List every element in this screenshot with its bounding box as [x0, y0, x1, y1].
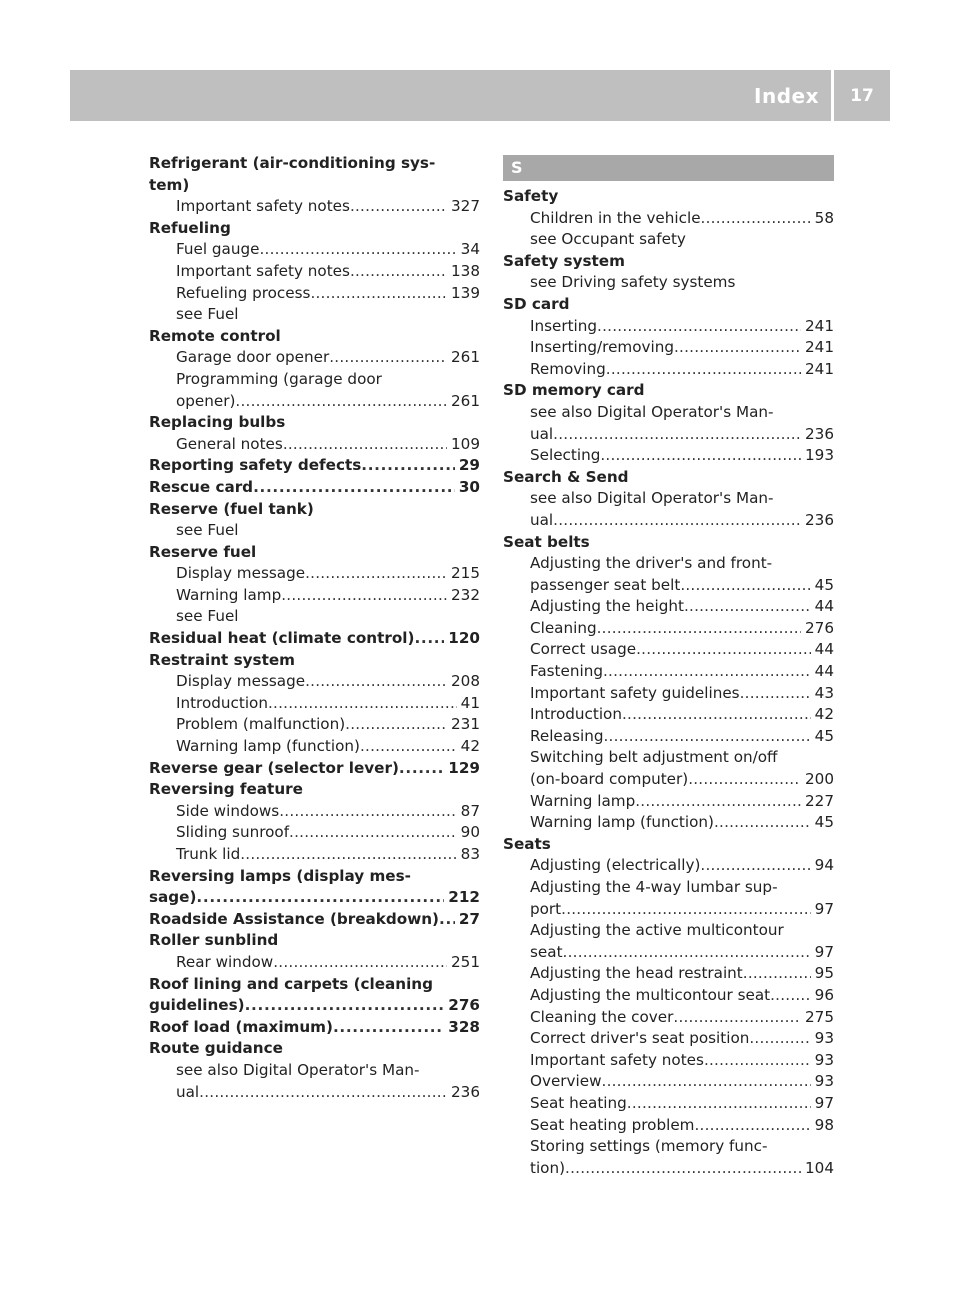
entry-text: Adjusting the driver's and front- — [530, 554, 773, 573]
page-reference: 97 — [814, 899, 834, 918]
page-reference: 42 — [460, 737, 480, 756]
entry-text: see also Digital Operator's Man- — [530, 489, 774, 508]
index-subentry — [503, 553, 834, 575]
dot-leader — [684, 596, 811, 618]
entry-text: see Driving safety systems — [530, 273, 736, 292]
index-subentry — [503, 208, 834, 230]
entry-text: Refueling — [149, 218, 231, 237]
index-subentry — [149, 563, 480, 585]
dot-leader — [597, 316, 801, 338]
page-reference: 327 — [451, 197, 480, 216]
index-subentry — [149, 606, 480, 628]
page-reference: 42 — [814, 705, 834, 724]
page-reference: 275 — [805, 1007, 834, 1026]
index-entry — [149, 995, 480, 1017]
dot-leader — [770, 985, 811, 1007]
entry-text: see Fuel — [176, 305, 239, 324]
page-header — [70, 70, 890, 121]
index-entry — [149, 477, 480, 499]
index-subentry — [149, 304, 480, 326]
page-reference: 58 — [814, 208, 834, 227]
page-reference: 193 — [805, 446, 834, 465]
entry-text: Rescue card — [149, 477, 254, 496]
entry-text: Restraint system — [149, 650, 295, 669]
page-reference: 261 — [451, 348, 480, 367]
index-entry — [503, 251, 834, 273]
index-entry — [503, 467, 834, 489]
dot-leader — [253, 477, 455, 499]
dot-leader — [305, 671, 447, 693]
entry-text: Programming (garage door — [176, 369, 382, 388]
index-subentry — [503, 985, 834, 1007]
dot-leader — [627, 1093, 811, 1115]
entry-text: Roller sunblind — [149, 931, 279, 950]
dot-leader — [350, 196, 447, 218]
page-reference: 231 — [451, 715, 480, 734]
index-entry — [503, 380, 834, 402]
index-entry — [149, 628, 480, 650]
index-subentry — [503, 899, 834, 921]
entry-text: Refueling process — [176, 283, 311, 302]
page-reference: 97 — [814, 942, 834, 961]
entry-text: ual — [530, 424, 554, 443]
page-number: 17 — [850, 85, 874, 106]
index-entry — [149, 455, 480, 477]
index-entry — [149, 779, 480, 801]
entry-text: see Fuel — [176, 521, 239, 540]
index-subentry — [503, 704, 834, 726]
entry-text: Inserting/removing — [530, 338, 674, 357]
dot-leader — [350, 261, 447, 283]
dot-leader — [606, 359, 801, 381]
entry-text: Reversing lamps (display mes- — [149, 866, 411, 885]
dot-leader — [603, 726, 810, 748]
index-entry — [149, 542, 480, 564]
dot-leader — [360, 736, 457, 758]
page-reference: 41 — [460, 693, 480, 712]
index-subentry — [503, 1093, 834, 1115]
index-subentry — [149, 736, 480, 758]
page-reference: 44 — [814, 597, 834, 616]
index-subentry — [149, 952, 480, 974]
index-subentry — [503, 920, 834, 942]
page-reference: 83 — [460, 845, 480, 863]
entry-text: tion) — [530, 1158, 566, 1177]
index-entry — [149, 974, 480, 996]
entry-text: seat — [530, 942, 563, 961]
page-reference: 45 — [814, 726, 834, 745]
entry-text: Correct driver's seat position — [530, 1029, 750, 1048]
index-subentry — [503, 445, 834, 467]
index-entry — [149, 499, 480, 521]
entry-text: Search & Send — [503, 467, 629, 486]
entry-text: General notes — [176, 434, 283, 453]
index-subentry — [149, 822, 480, 844]
index-subentry — [503, 359, 834, 381]
index-entry — [149, 1038, 480, 1060]
entry-text: Warning lamp — [176, 585, 282, 604]
entry-text: Cleaning — [530, 618, 597, 637]
entry-text: Adjusting (electrically) — [530, 856, 701, 875]
page-reference: 208 — [451, 672, 480, 691]
entry-text: Children in the vehicle — [530, 208, 701, 227]
dot-leader — [673, 1007, 801, 1029]
index-subentry — [503, 596, 834, 618]
entry-text: Inserting — [530, 316, 598, 335]
dot-leader — [289, 822, 457, 844]
entry-text: SD memory card — [503, 381, 645, 400]
dot-leader — [636, 639, 811, 661]
entry-text: Fuel gauge — [176, 240, 260, 259]
index-subentry — [503, 1028, 834, 1050]
entry-text: Side windows — [176, 801, 280, 820]
entry-text: Replacing bulbs — [149, 413, 286, 432]
dot-leader — [701, 208, 811, 230]
dot-leader — [399, 758, 444, 780]
dot-leader — [622, 704, 811, 726]
page-reference: 251 — [451, 952, 480, 971]
dot-leader — [694, 1115, 810, 1137]
page-reference: 45 — [814, 575, 834, 594]
entry-text: Trunk lid — [176, 845, 241, 863]
entry-text: see Fuel — [176, 607, 239, 626]
index-entry — [503, 294, 834, 316]
page-reference: 29 — [458, 456, 480, 475]
entry-text: Seat heating problem — [530, 1115, 695, 1134]
entry-text: Introduction — [530, 705, 622, 724]
index-subentry — [503, 424, 834, 446]
page-reference: 45 — [814, 813, 834, 832]
index-column-left — [149, 153, 480, 1103]
index-subentry — [503, 661, 834, 683]
page-reference: 30 — [458, 477, 480, 496]
entry-text: Adjusting the multicontour seat — [530, 985, 771, 1004]
dot-leader — [259, 239, 456, 261]
entry-text: Correct usage — [530, 640, 637, 659]
entry-text: (on-board computer) — [530, 770, 689, 789]
dot-leader — [749, 1028, 810, 1050]
page-reference: 93 — [814, 1050, 834, 1069]
dot-leader — [563, 942, 811, 964]
index-subentry — [503, 855, 834, 877]
index-subentry — [503, 812, 834, 834]
index-subentry — [503, 791, 834, 813]
index-entry — [149, 218, 480, 240]
index-entry — [149, 930, 480, 952]
dot-leader — [268, 693, 457, 715]
index-entry — [503, 532, 834, 554]
entry-text: sage) — [149, 888, 197, 907]
entry-text: passenger seat belt — [530, 575, 681, 594]
index-subentry — [503, 769, 834, 791]
index-subentry — [149, 239, 480, 261]
index-subentry — [503, 1050, 834, 1072]
index-subentry — [149, 283, 480, 305]
index-subentry — [149, 196, 480, 218]
entry-text: port — [530, 899, 562, 918]
entry-text: Important safety notes — [176, 197, 350, 216]
entry-text: Remote control — [149, 326, 281, 345]
index-subentry — [149, 585, 480, 607]
page-reference: 96 — [814, 985, 834, 1004]
entry-text: Adjusting the head restraint — [530, 964, 743, 983]
index-subentry — [149, 347, 480, 369]
page-reference: 212 — [448, 888, 480, 907]
index-subentry — [503, 726, 834, 748]
index-entry — [149, 175, 480, 197]
dot-leader — [714, 812, 811, 834]
entry-text: Roadside Assistance (breakdown) — [149, 909, 439, 928]
page-reference: 95 — [814, 964, 834, 983]
entry-text: Refrigerant (air-conditioning sys- — [149, 154, 436, 172]
entry-text: Adjusting the active multicontour — [530, 921, 784, 940]
index-subentry — [503, 877, 834, 899]
index-subentry — [503, 272, 834, 294]
entry-text: Safety — [503, 187, 559, 205]
entry-text: Removing — [530, 359, 606, 378]
entry-text: Important safety notes — [530, 1050, 704, 1069]
entry-text: see also Digital Operator's Man- — [530, 402, 774, 421]
dot-leader — [602, 1071, 811, 1093]
dot-leader — [603, 661, 811, 683]
page-reference: 215 — [451, 564, 480, 583]
index-subentry — [149, 520, 480, 542]
entry-text: Overview — [530, 1072, 602, 1091]
index-entry — [503, 834, 834, 856]
dot-leader — [283, 434, 447, 456]
index-subentry — [503, 1136, 834, 1158]
page-reference: 276 — [448, 996, 480, 1015]
dot-leader — [597, 618, 801, 640]
entry-text: Reserve (fuel tank) — [149, 499, 314, 518]
page-reference: 227 — [805, 791, 834, 810]
entry-text: Reverse gear (selector lever) — [149, 758, 399, 777]
dot-leader — [439, 909, 455, 931]
entry-text: Important safety notes — [176, 261, 350, 280]
entry-text: ual — [176, 1082, 200, 1101]
index-entries-s — [503, 186, 834, 1179]
page-reference: 44 — [814, 640, 834, 659]
index-subentry — [149, 261, 480, 283]
index-entry — [149, 326, 480, 348]
dot-leader — [240, 844, 456, 866]
entry-text: Residual heat (climate control) — [149, 629, 415, 648]
page-reference: 43 — [814, 683, 834, 702]
index-subentry — [149, 801, 480, 823]
dot-leader — [700, 855, 810, 877]
dot-leader — [680, 575, 810, 597]
index-entry — [149, 412, 480, 434]
index-subentry — [149, 671, 480, 693]
index-entry — [149, 1017, 480, 1039]
page-reference: 93 — [814, 1072, 834, 1091]
dot-leader — [361, 455, 455, 477]
index-subentry — [503, 316, 834, 338]
page-reference: 241 — [805, 316, 834, 335]
dot-leader — [674, 337, 801, 359]
entry-text: see also Digital Operator's Man- — [176, 1060, 420, 1079]
entry-text: Seat heating — [530, 1093, 627, 1112]
index-subentry — [503, 942, 834, 964]
index-subentry — [503, 575, 834, 597]
page-reference: 232 — [451, 585, 480, 604]
page-reference: 120 — [448, 629, 480, 648]
index-subentry — [149, 391, 480, 413]
index-subentry — [149, 1082, 480, 1104]
dot-leader — [329, 347, 447, 369]
index-subentry — [149, 714, 480, 736]
index-entry — [149, 153, 480, 175]
page-reference: 236 — [451, 1082, 480, 1101]
index-subentry — [503, 618, 834, 640]
entry-text: Display message — [176, 564, 306, 583]
index-subentry — [503, 963, 834, 985]
entry-text: Problem (malfunction) — [176, 715, 346, 734]
entry-text: Important safety guidelines — [530, 683, 740, 702]
index-subentry — [503, 639, 834, 661]
dot-leader — [199, 1082, 447, 1104]
entry-text: SD card — [503, 294, 570, 313]
dot-leader — [600, 445, 801, 467]
dot-leader — [281, 585, 447, 607]
entry-text: Warning lamp — [530, 791, 636, 810]
page-reference: 87 — [460, 801, 480, 820]
dot-leader — [688, 769, 801, 791]
page-reference: 138 — [451, 261, 480, 280]
letter-heading: S — [503, 155, 834, 181]
index-entry — [149, 758, 480, 780]
entry-text: Reporting safety defects — [149, 456, 362, 475]
entry-text: opener) — [176, 391, 236, 410]
index-entry — [149, 650, 480, 672]
page-reference: 90 — [460, 823, 480, 842]
entry-text: Sliding sunroof — [176, 823, 290, 842]
dot-leader — [743, 963, 811, 985]
entry-text: Safety system — [503, 251, 625, 270]
entry-text: see Occupant safety — [530, 230, 686, 249]
index-subentry — [503, 1007, 834, 1029]
entry-text: Adjusting the 4-way lumbar sup- — [530, 878, 778, 896]
index-entry — [149, 887, 480, 909]
entry-text: Warning lamp (function) — [176, 737, 360, 756]
entry-text: Seats — [503, 834, 551, 853]
index-subentry — [149, 369, 480, 391]
index-subentry — [149, 434, 480, 456]
entry-text: ual — [530, 510, 554, 529]
page-reference: 139 — [451, 283, 480, 302]
entry-text: Reserve fuel — [149, 542, 257, 561]
page-reference: 129 — [448, 758, 480, 777]
index-subentry — [149, 1060, 480, 1082]
index-subentry — [503, 229, 834, 251]
dot-leader — [273, 952, 447, 974]
page-reference: 236 — [805, 510, 834, 529]
entry-text: Display message — [176, 672, 306, 691]
page-reference: 109 — [451, 434, 480, 453]
entry-text: Reversing feature — [149, 780, 303, 799]
dot-leader — [565, 1158, 801, 1180]
index-subentry — [503, 683, 834, 705]
page-reference: 34 — [460, 240, 480, 259]
index-subentry — [503, 510, 834, 532]
page-reference: 241 — [805, 359, 834, 378]
entry-text: Seat belts — [503, 532, 590, 551]
dot-leader — [279, 801, 456, 823]
index-subentry — [503, 488, 834, 510]
page-reference: 200 — [805, 770, 834, 789]
index-subentry — [149, 844, 480, 866]
entry-text: Storing settings (memory func- — [530, 1137, 768, 1156]
dot-leader — [561, 899, 811, 921]
index-entry — [503, 186, 834, 208]
dot-leader — [245, 995, 445, 1017]
entry-text: tem) — [149, 175, 190, 194]
page-reference: 276 — [805, 618, 834, 637]
page-reference: 27 — [458, 909, 480, 928]
entry-text: Switching belt adjustment on/off — [530, 748, 778, 767]
page-reference: 328 — [448, 1017, 480, 1036]
index-subentry — [503, 402, 834, 424]
dot-leader — [553, 424, 801, 446]
dot-leader — [704, 1050, 811, 1072]
entry-text: Roof load (maximum) — [149, 1017, 333, 1036]
page-reference: 241 — [805, 338, 834, 357]
page-reference: 44 — [814, 662, 834, 681]
section-title: Index — [754, 83, 819, 108]
index-subentry — [503, 1115, 834, 1137]
index-entry — [149, 909, 480, 931]
index-subentry — [503, 337, 834, 359]
index-entry — [149, 866, 480, 888]
entry-text: Fastening — [530, 662, 603, 681]
dot-leader — [310, 283, 447, 305]
page-reference: 236 — [805, 424, 834, 443]
entry-text: Garage door opener — [176, 348, 330, 367]
dot-leader — [414, 628, 444, 650]
index-column-right — [503, 155, 834, 1179]
dot-leader — [235, 391, 447, 413]
page-reference: 97 — [814, 1093, 834, 1112]
index-subentry — [503, 1158, 834, 1180]
entry-text: Route guidance — [149, 1039, 283, 1058]
entry-text: Cleaning the cover — [530, 1007, 674, 1026]
entry-text: Introduction — [176, 693, 268, 712]
dot-leader — [740, 683, 811, 705]
entry-text: Roof lining and carpets (cleaning — [149, 974, 433, 993]
entry-text: Adjusting the height — [530, 597, 684, 616]
index-subentry — [503, 1071, 834, 1093]
entry-text: Releasing — [530, 726, 604, 745]
dot-leader — [635, 791, 801, 813]
entry-text: Selecting — [530, 446, 601, 465]
dot-leader — [345, 714, 447, 736]
page-reference: 98 — [814, 1115, 834, 1134]
index-subentry — [503, 747, 834, 769]
page-reference: 261 — [451, 391, 480, 410]
index-subentry — [149, 693, 480, 715]
dot-leader — [196, 887, 444, 909]
page-reference: 104 — [805, 1158, 834, 1177]
page-reference: 94 — [814, 856, 834, 875]
dot-leader — [305, 563, 447, 585]
entry-text: Rear window — [176, 952, 274, 971]
entry-text: guidelines) — [149, 996, 245, 1015]
page-reference: 93 — [814, 1029, 834, 1048]
entry-text: Warning lamp (function) — [530, 813, 714, 832]
dot-leader — [553, 510, 801, 532]
dot-leader — [333, 1017, 444, 1039]
